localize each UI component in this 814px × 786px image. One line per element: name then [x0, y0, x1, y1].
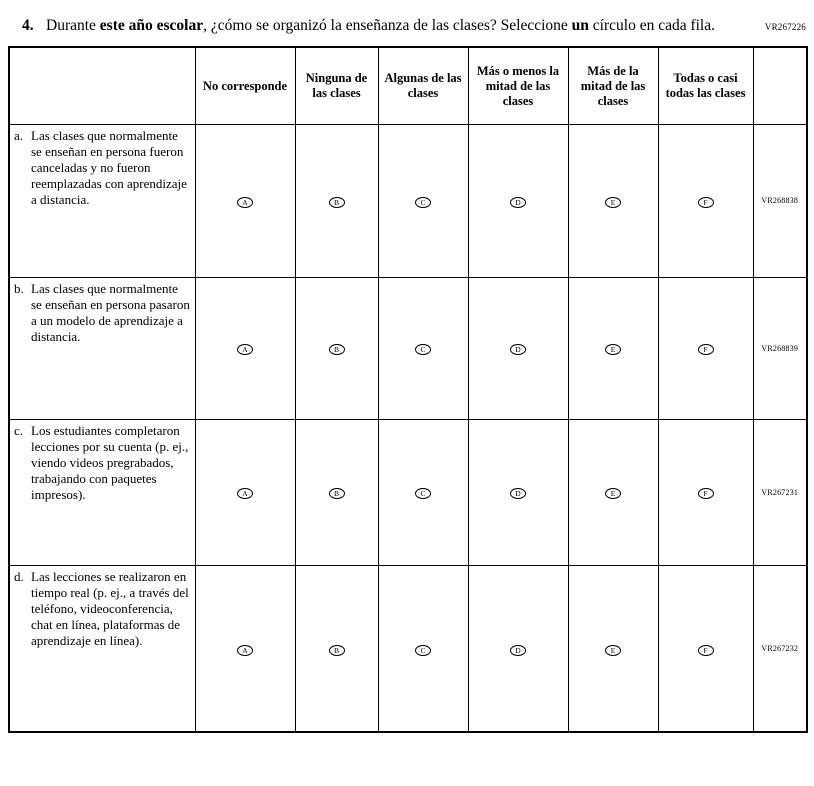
- response-grid: [8, 46, 808, 733]
- column-header: Más o menos la mitad de las clases: [468, 47, 568, 124]
- option-bubble-e[interactable]: E: [605, 197, 621, 208]
- option-bubble-c[interactable]: C: [415, 344, 431, 355]
- column-header: No corresponde: [195, 47, 295, 124]
- row-letter: b.: [14, 280, 24, 296]
- option-bubble-a[interactable]: A: [237, 645, 253, 656]
- option-bubble-c[interactable]: C: [415, 488, 431, 499]
- question: [22, 16, 768, 36]
- code-column-header: [753, 47, 807, 124]
- table-row: [9, 277, 807, 419]
- row-label: [14, 128, 192, 209]
- question-text-segment: , ¿cómo se organizó la enseñanza de las clases? Seleccione: [203, 17, 572, 34]
- column-header: Más de la mitad de las clases: [568, 47, 658, 124]
- row-code: VR268838: [753, 124, 807, 277]
- option-bubble-a[interactable]: A: [237, 197, 253, 208]
- table-row: [9, 565, 807, 732]
- row-label: [14, 569, 192, 650]
- column-header: Ninguna de las clases: [295, 47, 378, 124]
- option-bubble-d[interactable]: D: [510, 488, 526, 499]
- question-text: [46, 16, 715, 36]
- question-text-segment: Durante: [46, 17, 100, 34]
- row-label: [14, 423, 192, 504]
- page-code: VR267226: [764, 22, 806, 32]
- row-letter: d.: [14, 568, 24, 584]
- option-bubble-d[interactable]: D: [510, 344, 526, 355]
- question-text-segment: círculo en cada fila.: [588, 17, 715, 34]
- option-bubble-f[interactable]: F: [698, 488, 714, 499]
- stub-header: [9, 47, 195, 124]
- option-bubble-e[interactable]: E: [605, 344, 621, 355]
- table-row: [9, 419, 807, 565]
- row-code: VR267232: [753, 565, 807, 732]
- option-bubble-d[interactable]: D: [510, 197, 526, 208]
- option-bubble-a[interactable]: A: [237, 488, 253, 499]
- option-bubble-e[interactable]: E: [605, 645, 621, 656]
- option-bubble-f[interactable]: F: [698, 645, 714, 656]
- table-row: [9, 124, 807, 277]
- row-code: VR268839: [753, 277, 807, 419]
- option-bubble-d[interactable]: D: [510, 645, 526, 656]
- option-bubble-a[interactable]: A: [237, 344, 253, 355]
- column-header: Todas o casi todas las clases: [658, 47, 753, 124]
- question-number: 4.: [22, 17, 34, 34]
- row-text: Las lecciones se realizaron en tiempo real (p. ej., a través del teléfono, videoconferencia, chat en línea, plataformas de aprendizaje en línea).: [31, 568, 189, 649]
- option-bubble-b[interactable]: B: [329, 344, 345, 355]
- row-letter: c.: [14, 422, 24, 438]
- question-text-segment: un: [571, 17, 589, 34]
- option-bubble-e[interactable]: E: [605, 488, 621, 499]
- row-code: VR267231: [753, 419, 807, 565]
- row-text: Las clases que normalmente se enseñan en persona fueron canceladas y no fueron reemplazadas con aprendizaje a distancia.: [31, 127, 187, 208]
- option-bubble-b[interactable]: B: [329, 645, 345, 656]
- row-letter: a.: [14, 127, 24, 143]
- option-bubble-c[interactable]: C: [415, 645, 431, 656]
- header-row: [9, 47, 807, 124]
- column-header: Algunas de las clases: [378, 47, 468, 124]
- option-bubble-c[interactable]: C: [415, 197, 431, 208]
- option-bubble-f[interactable]: F: [698, 197, 714, 208]
- row-text: Las clases que normalmente se enseñan en persona pasaron a un modelo de aprendizaje a distancia.: [31, 280, 190, 345]
- row-text: Los estudiantes completaron lecciones por su cuenta (p. ej., viendo videos pregrabados, trabajando con paquetes impresos).: [31, 422, 189, 503]
- option-bubble-b[interactable]: B: [329, 197, 345, 208]
- option-bubble-b[interactable]: B: [329, 488, 345, 499]
- question-text-segment: este año escolar: [99, 17, 204, 34]
- row-label: [14, 281, 192, 345]
- option-bubble-f[interactable]: F: [698, 344, 714, 355]
